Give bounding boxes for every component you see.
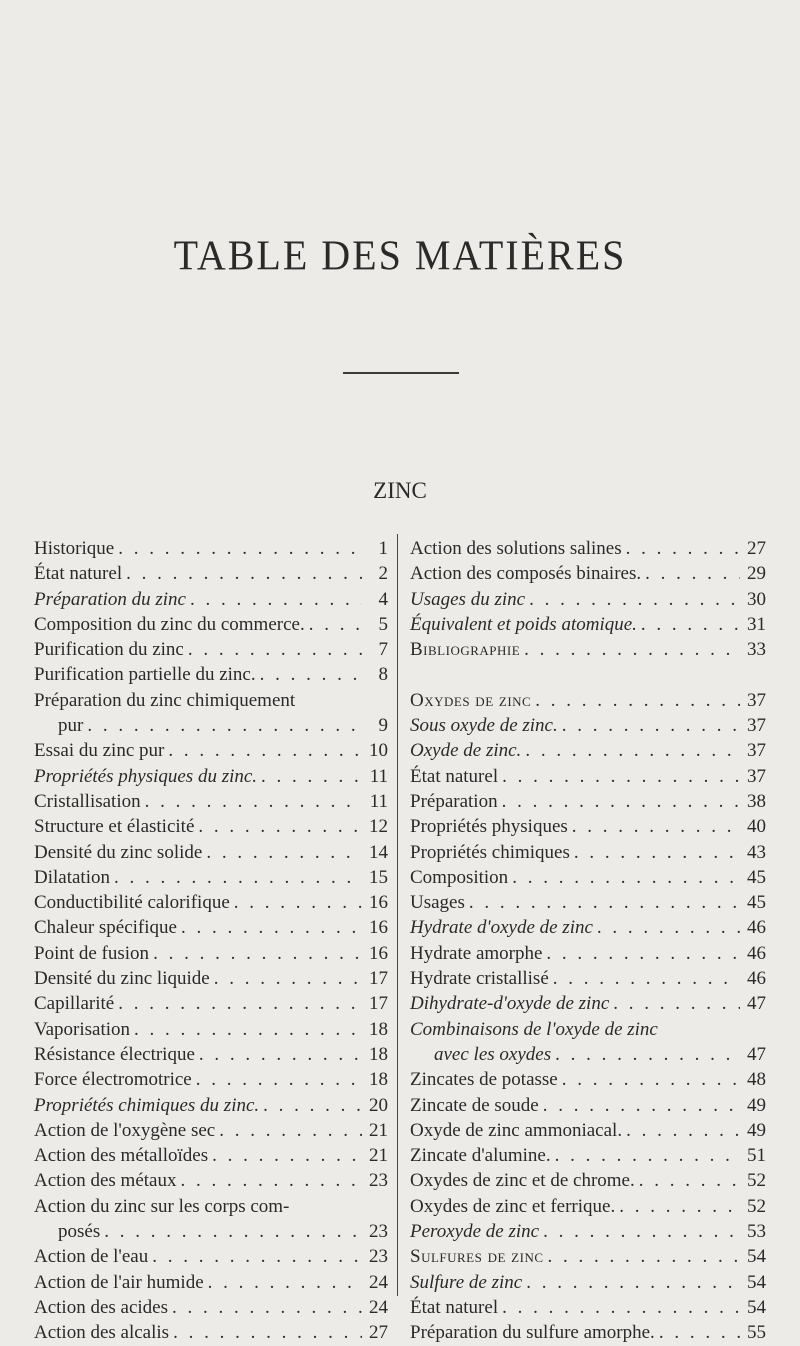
toc-entry[interactable]	[410, 561, 766, 586]
toc-entry[interactable]	[410, 536, 766, 561]
toc-entry[interactable]	[410, 1194, 766, 1219]
toc-entry[interactable]	[34, 764, 388, 789]
dot-leader	[570, 840, 740, 865]
dot-leader	[531, 688, 740, 713]
toc-entry-title: Action des solutions salines	[410, 538, 622, 559]
toc-entry[interactable]	[34, 637, 388, 662]
dot-leader	[169, 1320, 362, 1345]
toc-entry[interactable]	[34, 865, 388, 890]
toc-entry-page: 51	[747, 1145, 766, 1167]
toc-entry-page: 15	[369, 866, 388, 888]
toc-entry-page: 37	[747, 740, 766, 762]
dot-leader	[141, 789, 362, 814]
toc-entry-title: Essai du zinc pur	[34, 740, 165, 762]
toc-entry-title: État naturel	[410, 1296, 499, 1318]
toc-entry-title: posés	[58, 1221, 101, 1243]
toc-entry[interactable]	[410, 1067, 766, 1092]
dot-leader	[164, 738, 362, 763]
toc-entry-title: Dilatation	[34, 866, 110, 888]
toc-entry-page: 38	[747, 790, 766, 812]
toc-entry[interactable]	[34, 1042, 388, 1067]
toc-entry-title: Propriétés chimiques du zinc.	[34, 1094, 260, 1116]
toc-entry-title: Historique	[34, 538, 115, 559]
toc-right-column	[410, 536, 766, 1346]
dot-leader	[257, 764, 362, 789]
dot-leader	[83, 713, 362, 738]
toc-entry-title: Préparation du sulfure amorphe.	[410, 1322, 655, 1344]
dot-leader	[256, 662, 362, 687]
toc-entry-title: pur	[58, 715, 84, 737]
dot-leader	[525, 587, 740, 612]
toc-entry-page: 8	[378, 664, 388, 686]
toc-entry[interactable]	[410, 688, 766, 713]
toc-entry-page: 23	[369, 1221, 388, 1243]
toc-entry[interactable]	[34, 1168, 388, 1193]
dot-leader	[202, 840, 362, 865]
toc-entry-title: Densité du zinc solide	[34, 841, 203, 863]
dot-leader	[622, 1118, 740, 1143]
toc-entry-page: 46	[747, 942, 766, 964]
column-divider	[397, 534, 398, 1296]
dot-leader	[210, 966, 362, 991]
dot-leader	[149, 941, 362, 966]
toc-entry[interactable]	[410, 1295, 766, 1320]
toc-entry-page: 5	[378, 613, 388, 635]
dot-leader	[655, 1320, 740, 1345]
toc-left-column	[34, 536, 388, 1346]
toc-entry[interactable]	[410, 966, 766, 991]
toc-entry[interactable]	[410, 612, 766, 637]
toc-entry[interactable]	[34, 738, 388, 763]
dot-leader	[204, 1270, 362, 1295]
dot-leader	[148, 1244, 362, 1269]
toc-entry-page: 30	[747, 588, 766, 610]
toc-entry[interactable]	[34, 1320, 388, 1345]
toc-entry-title: Action des métaux	[34, 1170, 177, 1192]
toc-entry[interactable]	[410, 587, 766, 612]
dot-leader	[551, 1143, 740, 1168]
dot-leader	[114, 991, 362, 1016]
toc-entry-title: Vaporisation	[34, 1018, 131, 1040]
toc-entry-page: 40	[747, 816, 766, 838]
dot-leader	[498, 789, 740, 814]
dot-leader	[114, 536, 362, 561]
dot-leader	[544, 1244, 740, 1269]
toc-entry[interactable]	[34, 789, 388, 814]
dot-leader	[168, 1295, 362, 1320]
dot-leader	[522, 1270, 740, 1295]
toc-entry-page: 33	[747, 639, 766, 661]
toc-entry-title: Conductibilité calorifique	[34, 892, 230, 914]
toc-entry[interactable]	[34, 662, 388, 687]
toc-entry[interactable]	[410, 1270, 766, 1295]
toc-entry[interactable]	[410, 789, 766, 814]
dot-leader	[622, 536, 740, 561]
toc-entry-page: 16	[369, 892, 388, 914]
toc-entry-title: Action des acides	[34, 1296, 169, 1318]
toc-entry[interactable]	[34, 713, 388, 738]
toc-entry[interactable]	[410, 1118, 766, 1143]
toc-entry-page: 17	[369, 968, 388, 990]
toc-entry-title: Action du zinc sur les corps com-	[34, 1195, 290, 1217]
toc-entry[interactable]	[410, 840, 766, 865]
dot-leader	[465, 890, 740, 915]
dot-leader	[558, 713, 740, 738]
dot-leader	[508, 865, 740, 890]
toc-entry[interactable]	[34, 991, 388, 1016]
toc-entry-title: Oxydes de zinc et de chrome.	[410, 1170, 635, 1192]
toc-entry-title: Cristallisation	[34, 790, 141, 812]
blank-line	[410, 662, 766, 687]
page-title: TABLE DES MATIÈRES	[173, 231, 627, 280]
toc-entry-page: 18	[369, 1043, 388, 1065]
dot-leader	[215, 1118, 362, 1143]
toc-entry-page: 49	[747, 1119, 766, 1141]
toc-entry-title: Oxydes de zinc et ferrique.	[410, 1195, 616, 1217]
toc-entry[interactable]	[410, 1168, 766, 1193]
toc-entry[interactable]	[34, 890, 388, 915]
toc-entry-page: 14	[369, 841, 388, 863]
dot-leader	[549, 966, 740, 991]
toc-entry-page: 20	[369, 1094, 388, 1116]
toc-entry[interactable]	[34, 1017, 388, 1042]
dot-leader	[195, 1042, 362, 1067]
toc-entry[interactable]	[410, 890, 766, 915]
toc-entry-title: Action de l'air humide	[34, 1271, 204, 1293]
section-title: ZINC	[373, 478, 427, 503]
toc-entry-title: Sous oxyde de zinc.	[410, 715, 558, 737]
toc-entry-title: Action des alcalis	[34, 1322, 170, 1344]
dot-leader	[305, 612, 362, 637]
toc-entry[interactable]	[34, 1118, 388, 1143]
toc-entry[interactable]	[34, 1219, 388, 1244]
toc-entry[interactable]	[34, 587, 388, 612]
toc-entry-title: Préparation du zinc chimiquement	[34, 689, 296, 711]
toc-entry-title: Hydrate amorphe	[410, 942, 543, 964]
toc-entry-title: Composition du zinc du commerce.	[34, 613, 305, 635]
toc-entry-page: 10	[369, 740, 388, 762]
dot-leader	[208, 1143, 362, 1168]
toc-entry[interactable]	[410, 1042, 766, 1067]
toc-entry-page: 52	[747, 1195, 766, 1217]
toc-entry[interactable]	[34, 941, 388, 966]
toc-entry[interactable]	[410, 941, 766, 966]
toc-entry-title: Sulfure de zinc	[410, 1271, 523, 1293]
toc-entry[interactable]	[410, 1320, 766, 1345]
toc-entry[interactable]	[410, 814, 766, 839]
toc-entry[interactable]	[410, 1017, 766, 1042]
toc-entry-title: Usages du zinc	[410, 588, 526, 610]
toc-entry-title: Densité du zinc liquide	[34, 968, 210, 990]
toc-entry-page: 4	[378, 588, 388, 610]
toc-entry[interactable]	[34, 840, 388, 865]
toc-entry-page: 45	[747, 866, 766, 888]
toc-entry-page: 21	[369, 1145, 388, 1167]
toc-entry[interactable]	[410, 865, 766, 890]
toc-entry-page: 1	[378, 538, 388, 559]
toc-entry-title: Oxyde de zinc ammoniacal.	[410, 1119, 623, 1141]
toc-entry[interactable]	[34, 814, 388, 839]
toc-entry-title: Chaleur spécifique	[34, 917, 177, 939]
dot-leader	[542, 941, 740, 966]
dot-leader	[558, 1067, 740, 1092]
toc-entry-page: 27	[747, 538, 766, 559]
toc-entry-page: 18	[369, 1069, 388, 1091]
dot-leader	[521, 738, 740, 763]
toc-entry[interactable]	[34, 1295, 388, 1320]
toc-entry[interactable]	[34, 1093, 388, 1118]
toc-entry[interactable]	[34, 915, 388, 940]
toc-entry-page: 46	[747, 917, 766, 939]
toc-entry-page: 46	[747, 968, 766, 990]
toc-entry-page: 37	[747, 689, 766, 711]
toc-entry-title: Propriétés physiques	[410, 816, 568, 838]
toc-entry[interactable]	[34, 1067, 388, 1092]
toc-entry-title: Résistance électrique	[34, 1043, 195, 1065]
toc-entry[interactable]	[34, 1194, 388, 1219]
dot-leader	[593, 915, 740, 940]
toc-entry-title: Capillarité	[34, 993, 115, 1015]
toc-entry[interactable]	[410, 1219, 766, 1244]
toc-entry-title: Action de l'oxygène sec	[34, 1119, 216, 1141]
toc-entry-title: État naturel	[410, 765, 499, 787]
toc-entry-title: Structure et élasticité	[34, 816, 195, 838]
toc-entry-title: Purification du zinc	[34, 639, 184, 661]
toc-entry-page: 52	[747, 1170, 766, 1192]
dot-leader	[194, 814, 362, 839]
toc-entry-page: 11	[369, 765, 388, 787]
toc-entry-title: avec les oxydes	[434, 1043, 552, 1065]
dot-leader	[100, 1219, 362, 1244]
toc-entry-page: 47	[747, 993, 766, 1015]
toc-entry-title: Sulfures de zinc	[410, 1246, 544, 1268]
title-rule	[343, 372, 459, 374]
toc-entry-title: Usages	[410, 892, 465, 914]
toc-entry[interactable]	[34, 1270, 388, 1295]
toc-entry[interactable]	[34, 1143, 388, 1168]
toc-entry-page: 16	[369, 942, 388, 964]
toc-entry-page: 7	[378, 639, 388, 661]
toc-entry[interactable]	[34, 536, 388, 561]
toc-entry-page: 23	[369, 1170, 388, 1192]
toc-entry-page: 54	[747, 1296, 766, 1318]
dot-leader	[539, 1219, 740, 1244]
toc-entry-page: 49	[747, 1094, 766, 1116]
toc-entry[interactable]	[410, 764, 766, 789]
dot-leader	[539, 1093, 740, 1118]
toc-entry-title: État naturel	[34, 563, 123, 585]
dot-leader	[637, 612, 740, 637]
dot-leader	[176, 1168, 362, 1193]
toc-entry-title: Action des composés binaires.	[410, 563, 642, 585]
dot-leader	[122, 561, 362, 586]
toc-entry-page: 16	[369, 917, 388, 939]
toc-entry-page: 54	[747, 1246, 766, 1268]
toc-entry-title: Préparation du zinc	[34, 588, 186, 610]
dot-leader	[230, 890, 362, 915]
toc-entry-title: Purification partielle du zinc.	[34, 664, 256, 686]
toc-entry-title: Dihydrate-d'oxyde de zinc	[410, 993, 610, 1015]
toc-entry-title: Équivalent et poids atomique.	[410, 613, 637, 635]
toc-entry-page: 12	[369, 816, 388, 838]
toc-entry[interactable]	[410, 915, 766, 940]
toc-entry-title: Préparation	[410, 790, 498, 812]
toc-entry-title: Combinaisons de l'oxyde de zinc	[410, 1018, 658, 1040]
toc-entry-page: 29	[747, 563, 766, 585]
toc-entry-title: Point de fusion	[34, 942, 150, 964]
toc-entry-title: Action de l'eau	[34, 1246, 149, 1268]
toc-entry-page: 45	[747, 892, 766, 914]
toc-entry[interactable]	[34, 612, 388, 637]
toc-entry-title: Propriétés chimiques	[410, 841, 570, 863]
toc-entry-title: Action des métalloïdes	[34, 1145, 209, 1167]
toc-entry-title: Peroxyde de zinc	[410, 1221, 540, 1243]
dot-leader	[551, 1042, 740, 1067]
toc-entry-title: Oxyde de zinc.	[410, 740, 522, 762]
toc-entry-page: 54	[747, 1271, 766, 1293]
dot-leader	[520, 637, 740, 662]
toc-entry-title: Propriétés physiques du zinc.	[34, 765, 258, 787]
toc-entry[interactable]	[410, 637, 766, 662]
toc-entry-page: 48	[747, 1069, 766, 1091]
toc-entry-page: 37	[747, 765, 766, 787]
toc-entry-title: Hydrate d'oxyde de zinc	[410, 917, 593, 939]
toc-entry[interactable]	[410, 713, 766, 738]
toc-entry-title: Zincate de soude	[410, 1094, 539, 1116]
toc-entry-page: 47	[747, 1043, 766, 1065]
toc-entry[interactable]	[34, 561, 388, 586]
dot-leader	[498, 1295, 740, 1320]
toc-entry-page: 21	[369, 1119, 388, 1141]
toc-entry-title: Oxydes de zinc	[410, 689, 532, 711]
toc-entry-title: Force électromotrice	[34, 1069, 192, 1091]
dot-leader	[635, 1168, 740, 1193]
toc-entry-page: 24	[369, 1271, 388, 1293]
dot-leader	[568, 814, 740, 839]
toc-entry-page: 31	[747, 613, 766, 635]
toc-entry-page: 18	[369, 1018, 388, 1040]
toc-entry[interactable]	[410, 1244, 766, 1269]
dot-leader	[498, 764, 740, 789]
dot-leader	[641, 561, 740, 586]
toc-entry-page: 23	[369, 1246, 388, 1268]
toc-entry-page: 27	[369, 1322, 388, 1344]
toc-entry-page: 11	[369, 790, 388, 812]
dot-leader	[184, 637, 362, 662]
toc-entry-page: 55	[747, 1322, 766, 1344]
toc-entry[interactable]	[410, 1093, 766, 1118]
toc-entry-title: Bibliographie	[410, 639, 521, 661]
dot-leader	[609, 991, 740, 1016]
toc-entry-page: 37	[747, 715, 766, 737]
toc-entry-page: 24	[369, 1296, 388, 1318]
dot-leader	[192, 1067, 362, 1092]
toc-entry[interactable]	[410, 991, 766, 1016]
toc-entry-title: Composition	[410, 866, 509, 888]
toc-entry-page: 2	[378, 563, 388, 585]
toc-entry[interactable]	[410, 1143, 766, 1168]
toc-entry-title: Zincate d'alumine.	[410, 1145, 551, 1167]
toc-entry[interactable]	[34, 966, 388, 991]
toc-entry-title: Zincates de potasse	[410, 1069, 558, 1091]
toc-entry[interactable]	[34, 688, 388, 713]
toc-entry-page: 9	[378, 715, 388, 737]
toc-entry-title: Hydrate cristallisé	[410, 968, 549, 990]
dot-leader	[130, 1017, 362, 1042]
dot-leader	[177, 915, 362, 940]
toc-entry-page: 17	[369, 993, 388, 1015]
toc-entry-page: 53	[747, 1221, 766, 1243]
toc-entry[interactable]	[410, 738, 766, 763]
toc-entry-page: 43	[747, 841, 766, 863]
dot-leader	[259, 1093, 362, 1118]
dot-leader	[186, 587, 362, 612]
dot-leader	[615, 1194, 740, 1219]
toc-entry[interactable]	[34, 1244, 388, 1269]
dot-leader	[110, 865, 362, 890]
